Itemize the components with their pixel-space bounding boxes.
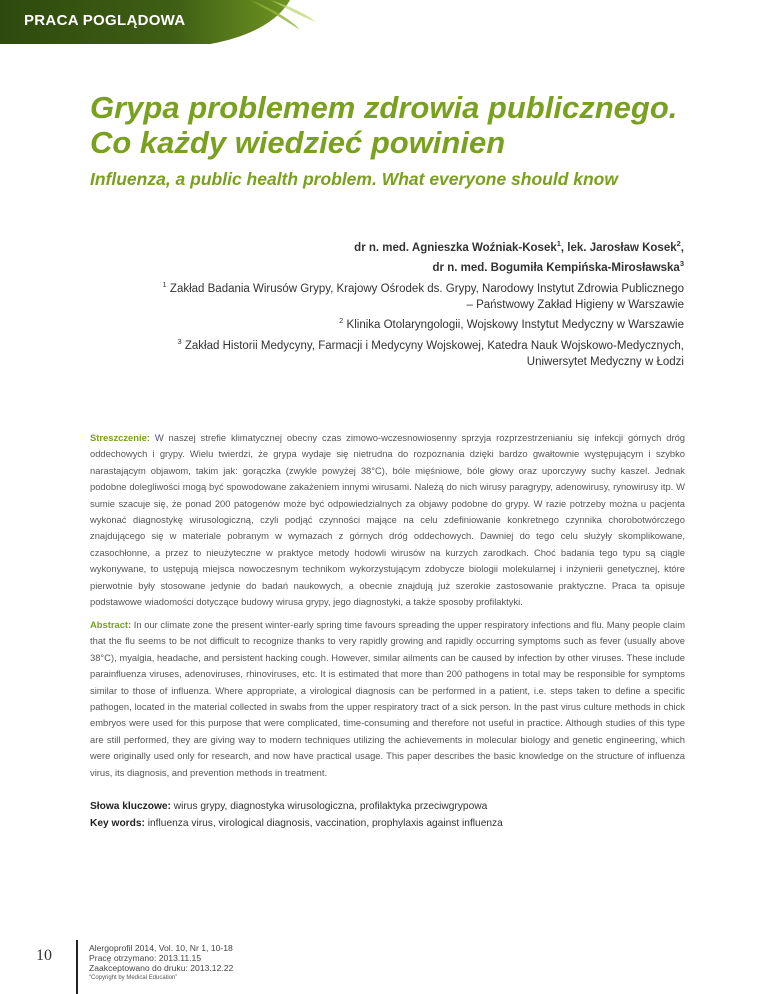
keywords-block: [90, 798, 690, 832]
affiliation-line: $^2$ Klinika Otolaryngologii, Wojskowy Instytut Medyczny w Warszawie: [339, 316, 684, 332]
abstract-polish-label: Streszczenie:: [90, 432, 150, 443]
author-line-2: dr n. med. Bogumiła Kempińska-Mirosławska$^3$: [432, 259, 684, 275]
author-names: [124, 236, 684, 277]
footer-divider: [76, 940, 78, 994]
keywords-english: Key words: influenza virus, virological diagnosis, vaccination, prophylaxis against influenza: [90, 818, 503, 829]
affiliation-line: Uniwersytet Medyczny w Łodzi: [526, 356, 684, 369]
footer-accepted: Zaakceptowano do druku: 2013.12.22: [89, 963, 234, 973]
footer-info: [89, 943, 233, 983]
affiliation-line: – Państwowy Zakład Higieny w Warszawie: [466, 298, 684, 311]
abstract-english-label: Abstract:: [90, 619, 132, 630]
article-subtitle: Influenza, a public health problem. What everyone should know: [90, 169, 618, 189]
abstract-english: [90, 617, 685, 781]
footer-copyright: “Copyright by Medical Education”: [89, 975, 178, 981]
author-line-1: dr n. med. Agnieszka Woźniak-Kosek$^1$, lek. Jarosław Kosek$^2$,: [354, 239, 684, 254]
section-label: PRACA POGLĄDOWA: [24, 12, 186, 29]
title-line-1: Grypa problemem zdrowia publicznego.: [90, 90, 678, 125]
affiliation-line: $^3$ Zakład Historii Medycyny, Farmacji i Medycyny Wojskowej, Katedra Nauk Wojskowo-Medycznych,: [177, 336, 684, 352]
affiliation-line: $^1$ Zakład Badania Wirusów Grypy, Krajowy Ośrodek ds. Grypy, Narodowy Instytut Zdrowia Publicznego: [162, 279, 684, 295]
footer-received: Pracę otrzymano: 2013.11.15: [89, 953, 202, 963]
abstract-english-text: In our climate zone the present winter-early spring time favours spreading the upper respiratory infections and flu. Many people claim that the flu seems to be not difficult to recognize thanks to very rapidly growing and rapidly occurring symptoms such as fever (usually above 38°C), myalgia, headache, and persistent hacking cough. However, similar ailments can be caused by infection by other viruses. These include parainfluenza viruses, adenoviruses, rhinoviruses, etc. It is estimated that more than 200 pathogens in total may be responsible for symptoms similar to those of influenza. Where appropriate, a virological diagnosis can be performed in a patient, i.e. steps taken to define a specific pathogen, located in the material collected in swabs from the upper respiratory tract of a sick person. In the past virus culture methods in chick embryos were used for this purpose that were complicated, time-consuming and therefore not useful in practice. Although studies of this type are still performed, they are giving way to modern techniques utilizing the achievements in molecular biology and genetic engineering, which were originally used only for research, and now have practical usage. This paper describes the basic knowledge on the structure of influenza virus, its diagnosis, and prevention methods in treatment.: [90, 619, 685, 778]
keywords-polish: Słowa kluczowe: wirus grypy, diagnostyka wirusologiczna, profilaktyka przeciwgrypowa: [90, 801, 488, 812]
footer-citation: Alergoprofil 2014, Vol. 10, Nr 1, 10-18: [89, 943, 233, 953]
abstract-polish: [90, 430, 685, 610]
authors-block: [124, 236, 684, 371]
header-band: [0, 0, 768, 45]
abstract-polish-text: W naszej strefie klimatycznej obecny czas zimowo-wczesnowiosenny sprzyja rozprzestrzenianiu się infekcji górnych dróg oddechowych i grypy. Wielu twierdzi, że grypa wydaje się nietrudna do rozpoznania dzięki bardzo gwałtownie występującym i szybko narastającym objawom, takim jak: gorączka (zwykle powyżej 38°C), bóle mięśniowe, bóle głowy oraz uporczywy suchy kaszel. Jednak podobne dolegliwości mogą być spowodowane zakażeniem innymi wirusami. Należą do nich wirusy paragrypy, adenowirusy, rynowirusy itp. W sumie szacuje się, że ponad 200 patogenów może być odpowiedzialnych za objawy podobne do grypy. W razie potrzeby można u pacjenta wykonać diagnostykę wirusologiczną, czyli podjąć czynności mające na celu zdefiniowanie konkretnego czynnika chorobotwórczego znajdującego się w materiale pobranym w wymazach z górnych dróg oddechowych. Dawniej do tego celu służyły skomplikowane, czasochłonne, a przez to nieużyteczne w praktyce metody hodowli wirusów na kurzych zarodkach. Choć badania tego typu są ciągle wykonywane, to ustępują miejsca nowoczesnym technikom wykorzystującym zdobycze biologii molekularnej i inżynierii genetycznej, które pierwotnie były stosowane jedynie do badań naukowych, a obecnie znajdują już szerokie zastosowanie praktyczne. Praca ta opisuje podstawowe wiadomości dotyczące budowy wirusa grypy, jego diagnostyki, a także sposoby profilaktyki.: [90, 432, 685, 608]
page-number: 10: [36, 947, 52, 964]
article-title: [90, 90, 730, 160]
title-line-2: Co każdy wiedzieć powinien: [90, 125, 506, 160]
